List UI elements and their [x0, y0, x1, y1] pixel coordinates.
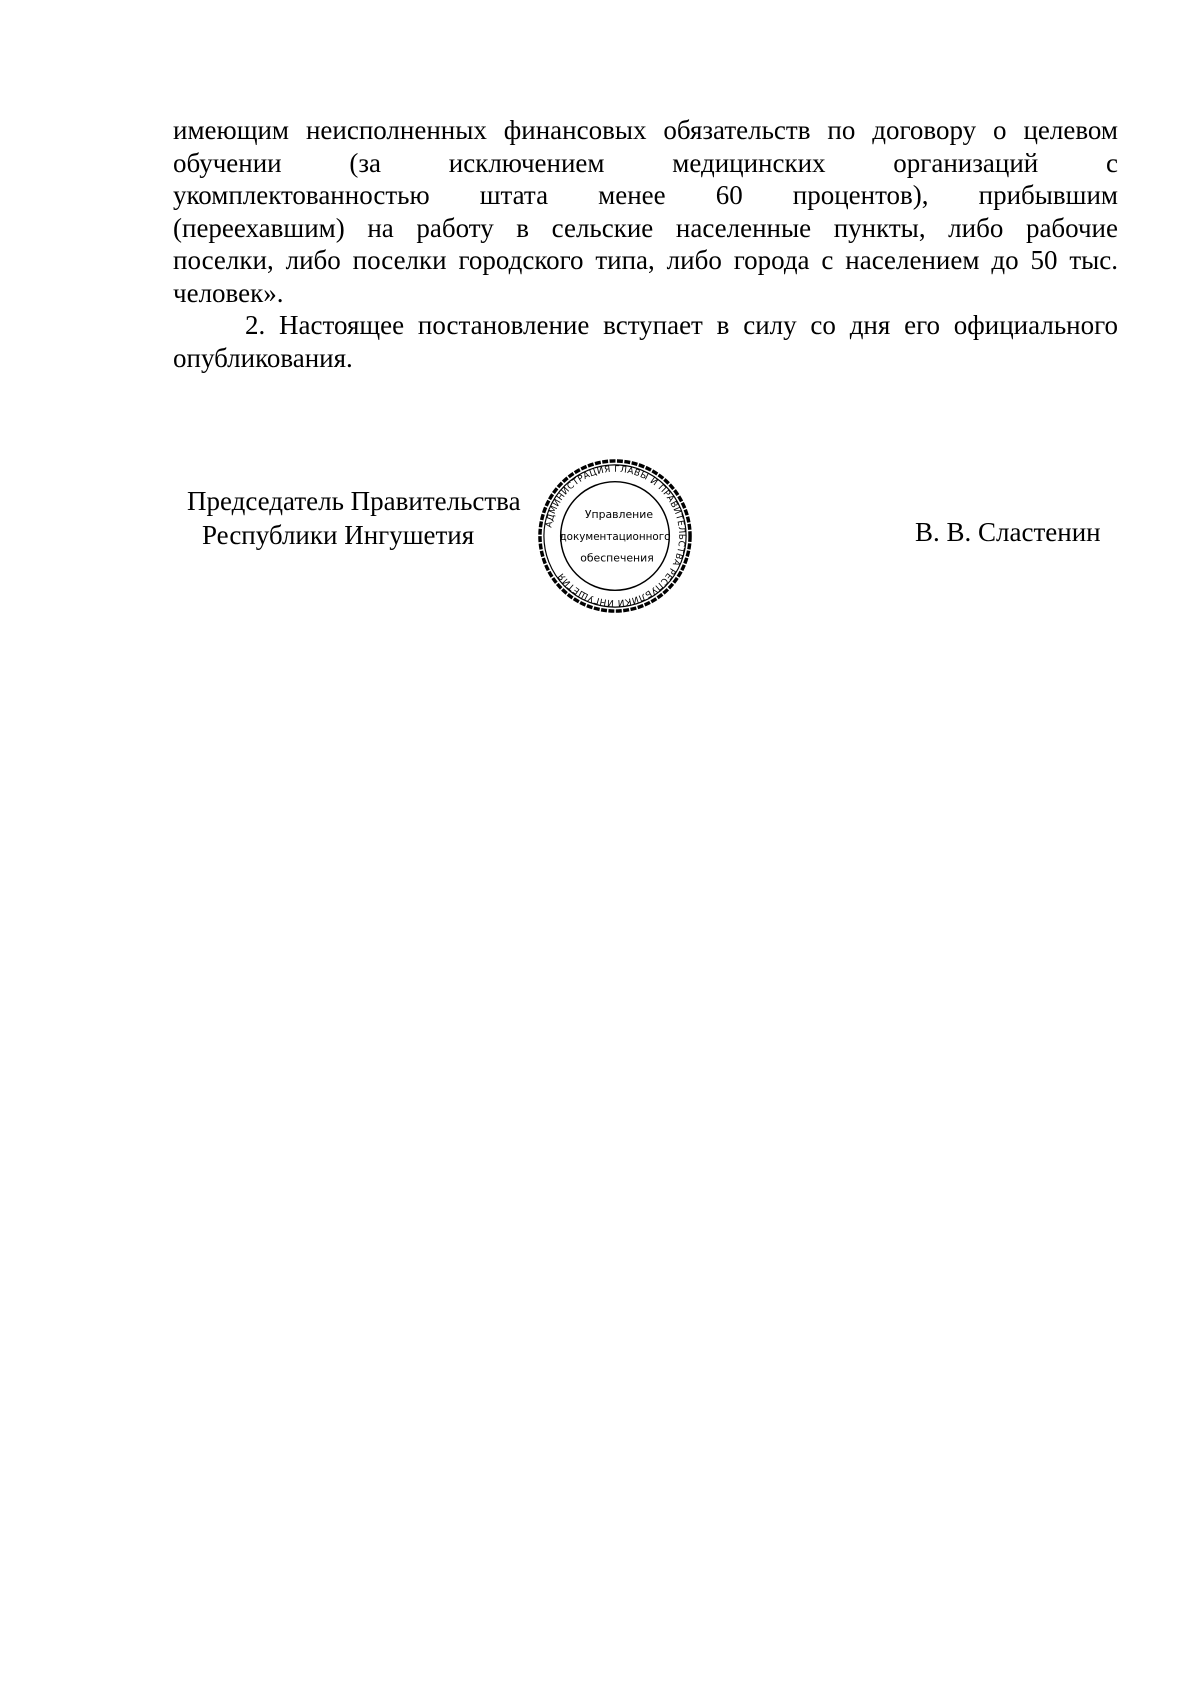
signatory-title [187, 484, 521, 552]
seal-center-line-2: документационного [559, 530, 671, 543]
paragraph-1-line: человек». [173, 277, 284, 308]
seal-center-line-3: обеспечения [580, 551, 654, 565]
document-body [173, 114, 1118, 374]
paragraph-1-line: поселки, либо поселки городского типа, либо города с населением до 50 тыс. [173, 245, 1118, 275]
signatory-title-line-1: Председатель Правительства [187, 486, 521, 516]
signatory-name: В. В. Сластенин [915, 517, 1101, 547]
paragraph-1-line: обучении (за исключением медицинских организаций с [173, 147, 1118, 178]
paragraph-2: 2. Настоящее постановление вступает в силу со дня его официального опубликования. [173, 310, 1118, 373]
seal-center-line-1: Управление [584, 508, 654, 522]
official-seal-stamp [536, 457, 694, 615]
paragraph-1-line: (переехавшим) на работу в сельские населенные пункты, либо рабочие [173, 212, 1118, 243]
paragraph-1-line: имеющим неисполненных финансовых обязательств по договору о целевом [173, 115, 1118, 145]
paragraph-1 [173, 114, 1118, 309]
seal-outer-text: АДМИНИСТРАЦИЯ ГЛАВЫ И ПРАВИТЕЛЬСТВА РЕСПУБЛИКИ ИНГУШЕТИЯ [544, 464, 687, 608]
paragraph-1-line: укомплектованностью штата менее 60 процентов), прибывшим [173, 180, 1118, 210]
signatory-title-line-2: Республики Ингушетия [202, 520, 475, 550]
